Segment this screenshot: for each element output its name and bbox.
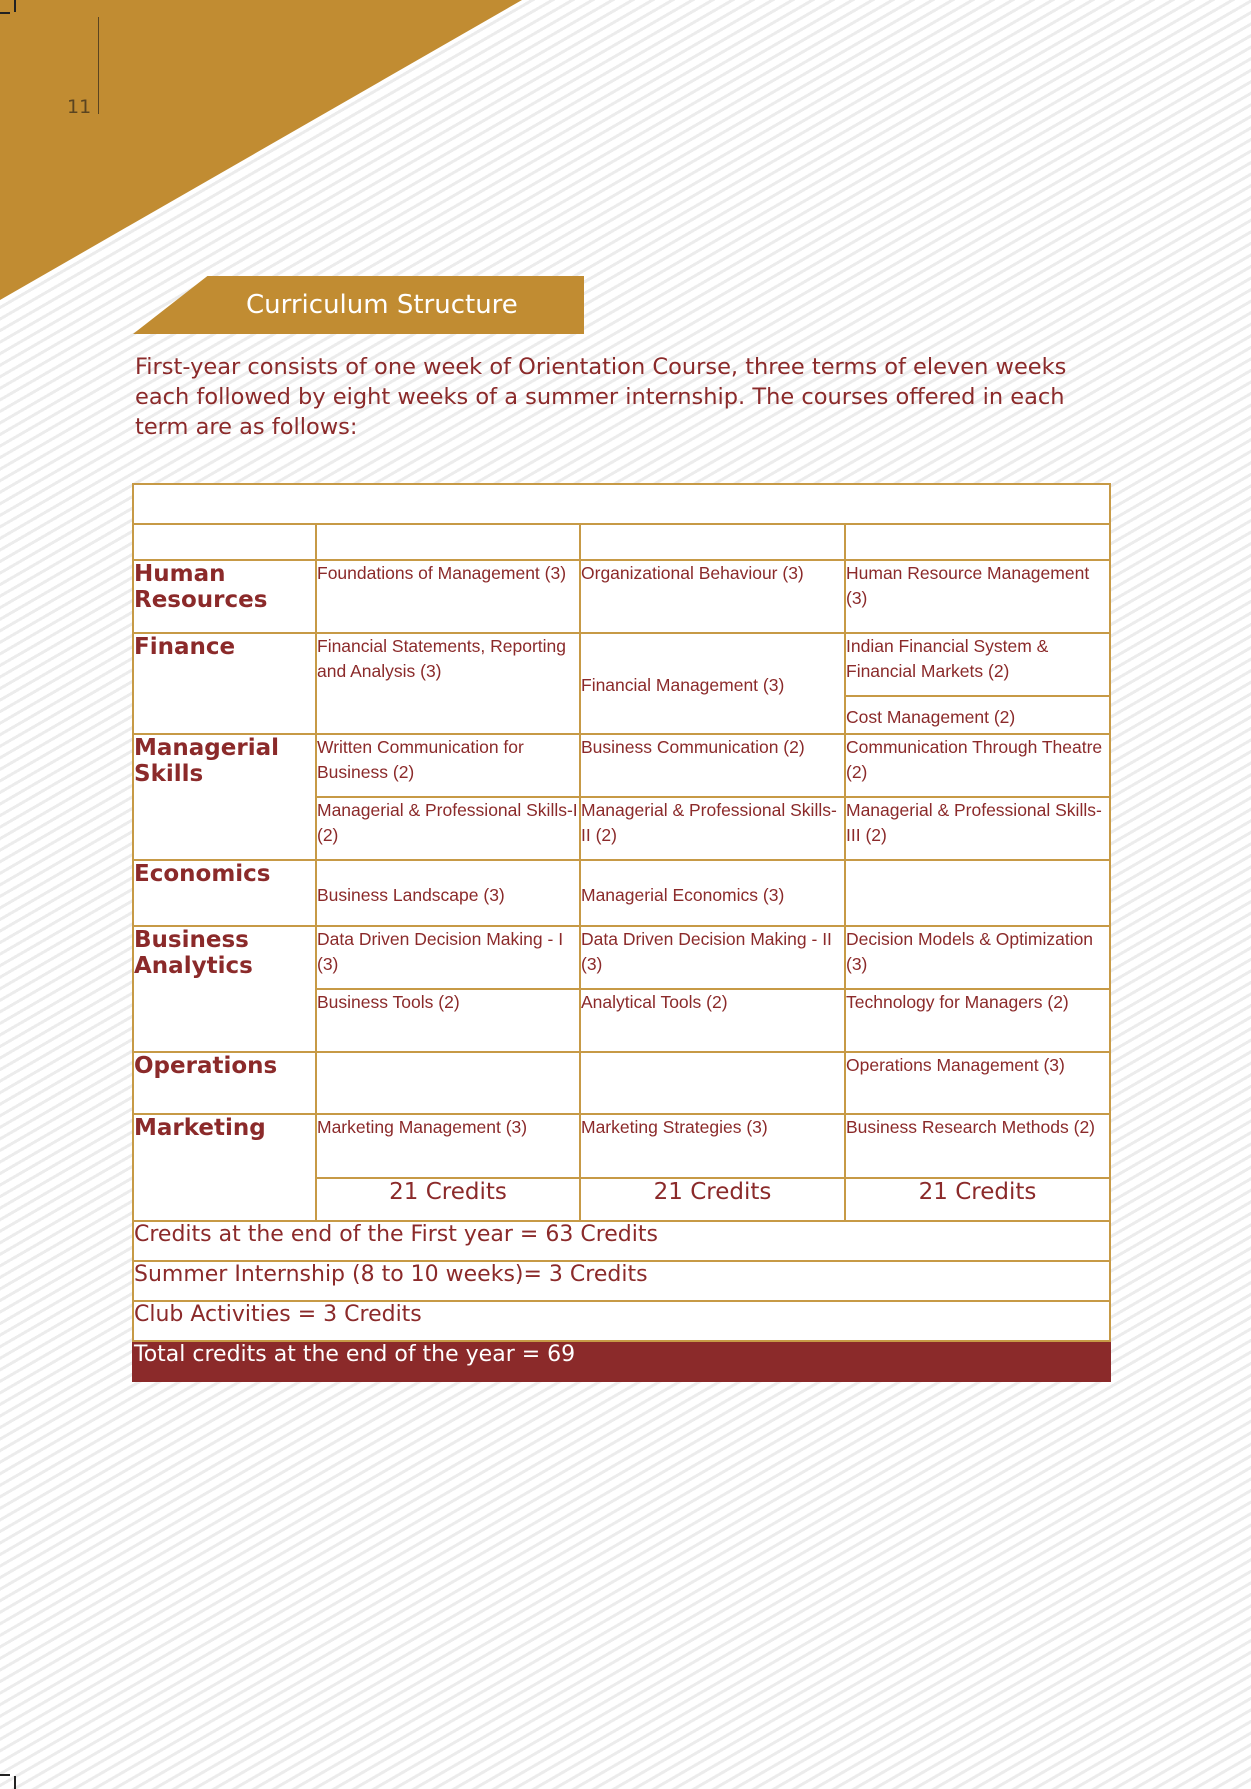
- crop-mark-top: [14, 0, 16, 12]
- crop-mark-top-h: [0, 12, 10, 14]
- course-cell: Marketing Strategies (3): [580, 1114, 845, 1178]
- summary-row: [133, 1221, 1110, 1261]
- course-cell: Operations Management (3): [845, 1052, 1110, 1114]
- summary-row: [133, 1261, 1110, 1301]
- course-cell: Analytical Tools (2): [580, 989, 845, 1052]
- course-cell: Business Research Methods (2): [845, 1114, 1110, 1178]
- course-cell: Financial Statements, Reporting and Analysis (3): [316, 633, 580, 734]
- course-cell: Managerial Economics (3): [580, 860, 845, 926]
- course-cell: Managerial & Professional Skills-II (2): [580, 797, 845, 860]
- table-row: [133, 1114, 1110, 1178]
- course-cell: Managerial & Professional Skills-III (2): [845, 797, 1110, 860]
- curriculum-table: [132, 483, 1111, 1382]
- table-row: [133, 734, 1110, 797]
- course-cell: Written Communication for Business (2): [316, 734, 580, 797]
- table-row: [133, 633, 1110, 696]
- course-cell: Marketing Management (3): [316, 1114, 580, 1178]
- term-1-credits: 21 Credits: [316, 1178, 580, 1221]
- category-economics: Economics: [133, 860, 316, 926]
- section-title: Curriculum Structure: [246, 290, 518, 320]
- table-header-title: FIRST YEAR: [329, 485, 439, 507]
- course-cell: Human Resource Management (3): [845, 560, 1110, 633]
- category-operations: Operations: [133, 1052, 316, 1114]
- terms-row: [133, 524, 1110, 560]
- empty-cell: [580, 1052, 845, 1114]
- table-row: [133, 1052, 1110, 1114]
- corner-decoration: [0, 0, 522, 300]
- course-cell: Communication Through Theatre (2): [845, 734, 1110, 797]
- internship-credits: Summer Internship (8 to 10 weeks)= 3 Credits: [133, 1261, 1110, 1301]
- table-row: [133, 560, 1110, 633]
- crop-mark-bottom-h: [0, 1774, 10, 1776]
- empty-cell: [316, 1052, 580, 1114]
- term-2-credits: 21 Credits: [580, 1178, 845, 1221]
- crop-mark-bottom: [14, 1776, 16, 1789]
- term-1-header: Term 1: [316, 524, 580, 560]
- page-number-rule: [98, 17, 99, 114]
- table-header-subtitle: (Number of Credits are given in brackets against each subject): [438, 487, 914, 506]
- page-number: 11: [67, 96, 92, 118]
- term-3-credits: 21 Credits: [845, 1178, 1110, 1221]
- course-cell: Organizational Behaviour (3): [580, 560, 845, 633]
- term-3-header: Term 3: [845, 524, 1110, 560]
- table-row: [133, 860, 1110, 926]
- total-credits: Total credits at the end of the year = 69: [133, 1341, 1110, 1381]
- course-cell: Business Communication (2): [580, 734, 845, 797]
- category-marketing: Marketing: [133, 1114, 316, 1221]
- course-cell: Foundations of Management (3): [316, 560, 580, 633]
- empty-cell: [845, 860, 1110, 926]
- term-corner-cell: [133, 524, 316, 560]
- course-cell: Technology for Managers (2): [845, 989, 1110, 1052]
- summary-row: [133, 1301, 1110, 1341]
- course-cell: Managerial & Professional Skills-I (2): [316, 797, 580, 860]
- course-cell: Financial Management (3): [580, 633, 845, 734]
- course-cell: Data Driven Decision Making - II (3): [580, 926, 845, 989]
- course-cell: Decision Models & Optimization (3): [845, 926, 1110, 989]
- table-header: [133, 484, 1110, 524]
- course-cell: Business Landscape (3): [316, 860, 580, 926]
- table-header-row: [133, 484, 1110, 524]
- category-managerial-skills: Managerial Skills: [133, 734, 316, 860]
- intro-paragraph: First-year consists of one week of Orientation Course, three terms of eleven weeks each followed by eight weeks of a summer internship. The courses offered in each term are as follows:: [135, 354, 1067, 440]
- course-cell: Cost Management (2): [845, 696, 1110, 734]
- course-cell: Business Tools (2): [316, 989, 580, 1052]
- category-business-analytics: Business Analytics: [133, 926, 316, 1052]
- term-2-header: Term 2: [580, 524, 845, 560]
- course-cell: Indian Financial System & Financial Markets (2): [845, 633, 1110, 696]
- first-year-credits: Credits at the end of the First year = 63 Credits: [133, 1221, 1110, 1261]
- club-credits: Club Activities = 3 Credits: [133, 1301, 1110, 1341]
- total-row: [133, 1341, 1110, 1381]
- category-human-resources: Human Resources: [133, 560, 316, 633]
- course-cell: Data Driven Decision Making - I (3): [316, 926, 580, 989]
- category-finance: Finance: [133, 633, 316, 734]
- table-row: [133, 926, 1110, 989]
